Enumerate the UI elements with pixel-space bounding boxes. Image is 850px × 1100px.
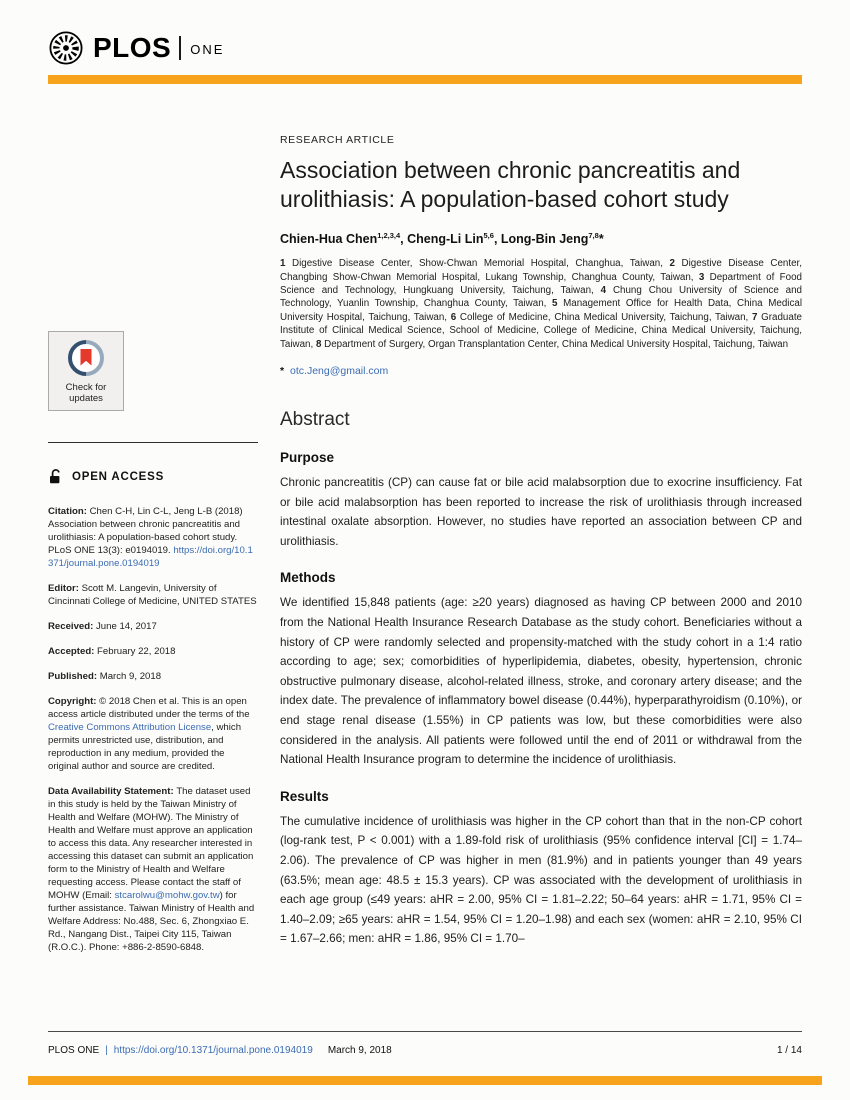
sidebar-entry-text: ) for further assistance. Taiwan Ministry of Health and Welfare Address: No.488, Sec. 6, Zhongxiao E. Rd., Nangang Dist., Taipei City 115, Taiwan (R.O.C.). Phone: +886-2-8590-6848. (48, 890, 255, 953)
author-affiliation-sup: 1,2,3,4 (377, 231, 401, 240)
article-column (280, 84, 802, 966)
author-affiliation-sup: 7,8 (588, 231, 599, 240)
journal-name: PLOS (93, 32, 172, 63)
affiliation-text: College of Medicine, China Medical University, Taichung, Taiwan, (456, 311, 752, 323)
sidebar-entry-label: Data Availability Statement: (48, 786, 177, 797)
journal-edition: ONE (190, 41, 225, 57)
abstract-sections (280, 450, 802, 949)
sidebar-entry-label: Accepted: (48, 646, 98, 657)
affiliation-number: 4 (600, 284, 607, 296)
sidebar-entry-text: Chen C-H, Lin C-L, Jeng L-B (2018) Association between chronic pancreatitis and urolithiasis: A population-based cohort study. PLoS ONE 13(3): e0194019. (48, 506, 243, 556)
sidebar-entry (48, 582, 258, 608)
affiliation-text: Department of Food Science and Technology, Hungkuang University, Taichung, Taiwan, (280, 271, 802, 296)
sidebar-entry-text: © 2018 Chen et al. This is an open access article distributed under the terms of the (48, 696, 250, 720)
author-separator: , (493, 232, 501, 247)
sidebar-link[interactable]: https://doi.org/10.1371/journal.pone.0194019 (48, 545, 253, 569)
footer-page-number: 1 / 14 (776, 1045, 802, 1056)
abstract-heading: Abstract (280, 409, 350, 430)
footer-journal-name: PLOS ONE (48, 1045, 100, 1056)
abstract-section-heading: Results (280, 788, 329, 804)
content-columns (0, 84, 850, 966)
footer-doi-link[interactable]: https://doi.org/10.1371/journal.pone.0194019 (113, 1045, 313, 1056)
sidebar-entry-text: March 9, 2018 (99, 671, 162, 682)
open-access-label: OPEN ACCESS (72, 470, 165, 483)
article-type-kicker: RESEARCH ARTICLE (280, 134, 395, 146)
sidebar-link[interactable]: stcarolwu@mohw.gov.tw (114, 890, 220, 901)
affiliation-text: Chung Chou University of Science and Technology, Yuanlin Township, Changhua County, Taiwan, (280, 284, 802, 310)
affiliation-text: Digestive Disease Center, Changbing Show-Chwan Memorial Hospital, Lukang Township, Changhua County, Taiwan, (280, 258, 802, 283)
check-for-updates-line1: Check for (65, 382, 107, 393)
plos-logo-icon (48, 30, 84, 66)
author-separator: , (400, 232, 408, 247)
plos-logo (48, 30, 224, 66)
sidebar-entry (48, 620, 258, 633)
sidebar-entry-label: Received: (48, 621, 96, 632)
abstract-section-text: The cumulative incidence of urolithiasis was higher in the CP cohort than that in the non-CP cohort (log-rank test, P < 0.001) with a 1.89-fold risk of urolithiasis (95% confidence interval [CI] = 1.74–2.06). The prevalence of CP was higher in men (81.9%) and in patients younger than 49 years (63.5%; mean age: 48.5 ± 15.3 years). CP was associated with the development of urolithiasis in each age group (≤49 years: aHR = 2.00, 95% CI = 1.81–2.22; 50–64 years: aHR = 1.71, 95% CI = 1.40–2.09; ≥65 years: aHR = 1.54, 95% CI = 1.20–1.98) and each sex (women: aHR = 2.10, 95% CI = 1.67–2.66; men: aHR = 1.86, 95% CI = 1.70– (280, 814, 802, 946)
sidebar-entry-text: The dataset used in this study is held by the Taiwan Ministry of Health and Welfare (MOHW). The Ministry of Health and Welfare must approve an application to access this data. Any researcher interested in accessing this dataset can submit an application form to the Ministry of Health and Welfare requesting access. Please contact the staff of MOHW (Email: (48, 786, 254, 901)
open-access-badge (48, 468, 258, 485)
affiliation-number: 5 (552, 298, 558, 310)
sidebar-entry (48, 670, 258, 683)
sidebar-entries (48, 505, 258, 954)
affiliation-text: Graduate Institute of Clinical Medical Science, School of Medicine, College of Medicine, China Medical University, Taichung, Taiwan, (280, 311, 802, 350)
check-for-updates-badge[interactable] (48, 331, 124, 411)
check-for-updates-label (53, 382, 119, 404)
affiliation-list (280, 257, 802, 351)
correspondence-line (280, 365, 802, 377)
sidebar-entry-label: Published: (48, 671, 100, 682)
affiliation-number: 1 (280, 258, 286, 270)
footer-left (48, 1045, 392, 1056)
article-title: Association between chronic pancreatitis and urolithiasis: A population-based cohort study (280, 157, 741, 212)
corresponding-email-link[interactable]: otc.Jeng@gmail.com (290, 365, 389, 377)
author-name: Cheng-Li Lin (407, 232, 484, 247)
abstract-section-text: We identified 15,848 patients (age: ≥20 years) diagnosed as having CP between 2000 and 2010 from the National Health Insurance Research Database as the study cohort. Beneficiaries without a history of CP were randomly selected and propensity-matched with the study cohort in a 1:4 ratio according to age; sex; comorbidities of hyperlipidemia, diabetes, obesity, hypertension, chronic obstructive pulmonary disease, alcohol-related illness, stroke, and coronary artery disease; and the index date. The prevalence of inflammatory bowel disease (0.44%), hyperparathyroidism (0.10%), or end stage renal disease (1.55%) in CP patients was low, but these comorbidities were also considered in the analysis. All patients were followed until the end of 2011 or withdrawal from the National Health Insurance program to determine the incidence of urolithiasis. (280, 596, 802, 767)
open-lock-icon (48, 468, 64, 485)
corresponding-author-star: * (280, 365, 285, 377)
sidebar-entry-label: Copyright: (48, 696, 100, 707)
metadata-sidebar (48, 84, 280, 966)
footer (48, 1045, 802, 1056)
author (280, 232, 400, 246)
affiliation-number: 8 (315, 338, 322, 350)
sidebar-entry-text: February 22, 2018 (97, 646, 176, 657)
crossmark-icon (67, 339, 105, 377)
masthead (0, 0, 850, 72)
sidebar-entry-label: Editor: (48, 583, 82, 594)
footer-divider (48, 1031, 802, 1032)
sidebar-entry-label: Citation: (48, 506, 90, 517)
sidebar-entry (48, 785, 258, 954)
abstract-section-heading: Methods (280, 570, 336, 586)
corresponding-author-mark: * (598, 232, 604, 247)
author-affiliation-sup: 5,6 (483, 231, 494, 240)
affiliation-number: 7 (751, 311, 758, 323)
affiliation-number: 6 (450, 311, 457, 323)
author (407, 232, 494, 246)
affiliation-text: Digestive Disease Center, Show-Chwan Memorial Hospital, Changhua, Taiwan, (285, 258, 670, 270)
logo-divider (179, 36, 181, 60)
footer-separator: | (105, 1045, 108, 1056)
sidebar-link[interactable]: Creative Commons Attribution License (48, 722, 212, 733)
footer-accent-bar (28, 1076, 822, 1085)
abstract-section-heading: Purpose (280, 450, 335, 465)
sidebar-entry-text: June 14, 2017 (96, 621, 157, 632)
author-name: Long-Bin Jeng (500, 232, 589, 247)
affiliation-text: Department of Surgery, Organ Transplantation Center, China Medical University Hospital, Taichung, Taiwan (321, 338, 789, 350)
affiliation-number: 2 (669, 258, 675, 270)
header-accent-bar (48, 75, 802, 84)
author-list (280, 231, 802, 246)
affiliation-number: 3 (698, 271, 705, 283)
sidebar-divider (48, 442, 258, 443)
sidebar-entry-text: Scott M. Langevin, University of Cincinnati College of Medicine, UNITED STATES (48, 583, 257, 607)
sidebar-entry (48, 505, 258, 570)
check-for-updates-line2: updates (69, 393, 103, 404)
footer-date: March 9, 2018 (327, 1045, 392, 1056)
sidebar-entry (48, 695, 258, 773)
sidebar-entry (48, 645, 258, 658)
sidebar-entry-text: , which permits unrestricted use, distribution, and reproduction in any medium, provided the original author and source are credited. (48, 722, 242, 772)
abstract-section-text: Chronic pancreatitis (CP) can cause fat or bile acid malabsorption due to exocrine insufficiency. Fat or bile acid malabsorption has been reported to increase the risk of urolithiasis through increased intestinal oxalate absorption. However, no studies have reported an association between CP and urolithiasis. (280, 476, 802, 548)
author-name: Chien-Hua Chen (280, 232, 378, 247)
author (501, 232, 604, 246)
affiliation-text: Management Office for Health Data, China Medical University Hospital, Taichung, Taiwan, (280, 298, 803, 323)
